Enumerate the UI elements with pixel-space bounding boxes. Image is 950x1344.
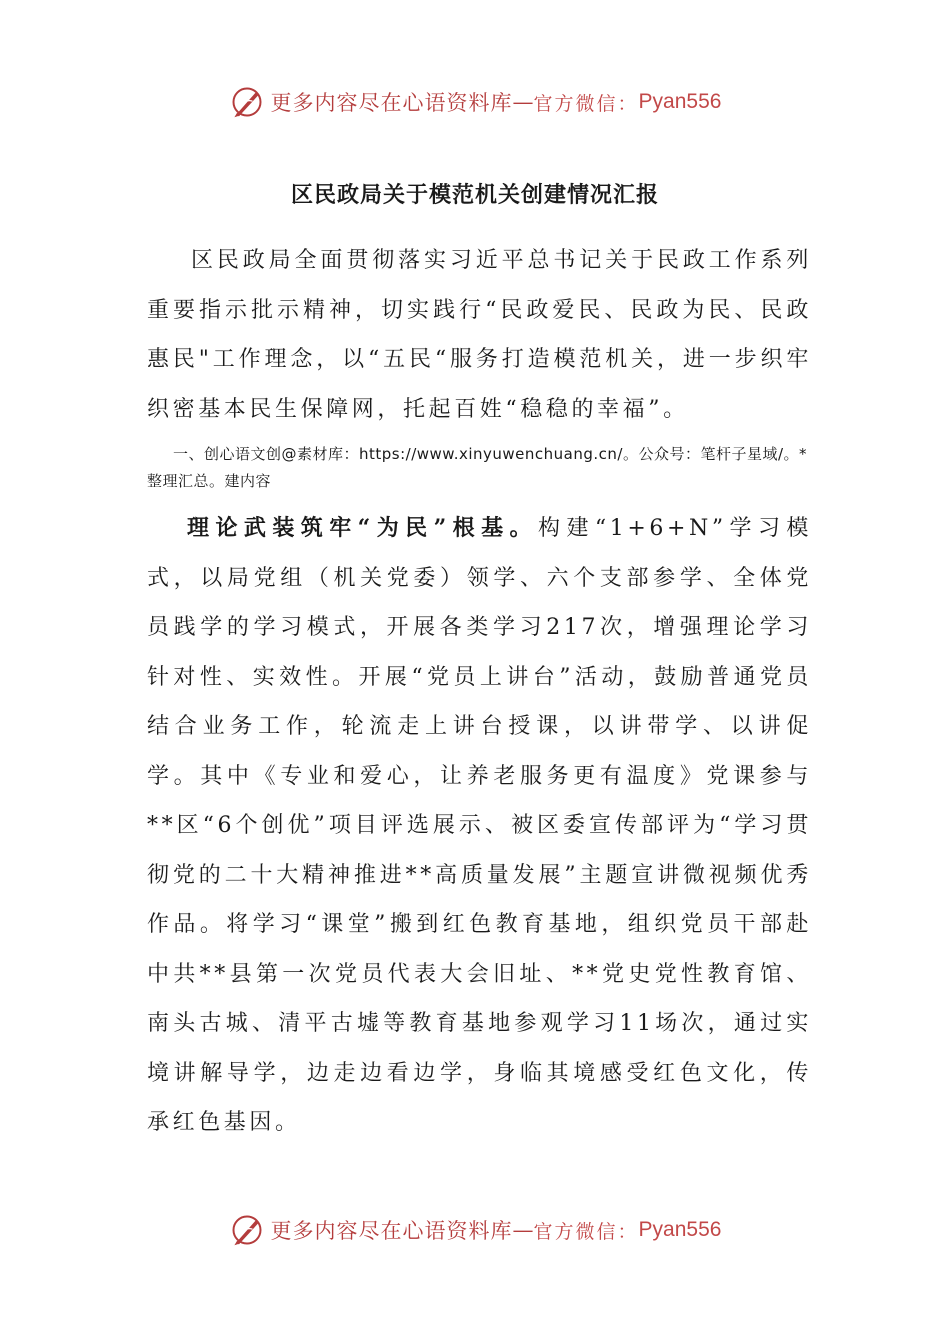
footer-banner <box>0 1210 950 1250</box>
pen-logo-icon <box>229 1212 265 1248</box>
header-banner <box>0 82 950 122</box>
banner-wechat-id: Pyan556 <box>638 1218 722 1241</box>
banner-dash: — <box>512 1218 534 1242</box>
banner-text: 更多内容尽在心语资料库 <box>270 1219 513 1243</box>
document-title: 区民政局关于模范机关创建情况汇报 <box>290 183 659 208</box>
banner-sub: 官方微信： <box>533 92 639 115</box>
banner-wechat-id: Pyan556 <box>638 90 722 113</box>
watermark-paragraph: 一、创心语文创@素材库：https://www.xinyuwenchuang.cn/。公众号：笔杆子星域/。*整理汇总。建内容 <box>147 445 808 490</box>
section-paragraph <box>147 504 812 1148</box>
pen-logo-icon <box>229 84 265 120</box>
banner-sub: 官方微信： <box>533 1220 639 1243</box>
banner-dash: — <box>512 90 534 114</box>
intro-paragraph: 区民政局全面贯彻落实习近平总书记关于民政工作系列重要指示批示精神，切实践行“民政爱民、民政为民、民政惠民"工作理念，以“五民“服务打造模范机关，进一步织牢织密基本民生保障网，托起百姓“稳稳的幸福”。 <box>147 248 812 422</box>
section-heading: 理论武装筑牢“为民”根基。 <box>187 515 538 541</box>
banner-text: 更多内容尽在心语资料库 <box>270 91 513 115</box>
section-body: 构建“1+6+N”学习模式，以局党组（机关党委）领学、六个支部参学、全体党员践学的学习模式，开展各类学习217次，增强理论学习针对性、实效性。开展“党员上讲台”活动，鼓励普通党员结合业务工作，轮流走上讲台授课，以讲带学、以讲促学。其中《专业和爱心，让养老服务更有温度》党课参与**区“6个创优”项目评选展示、被区委宣传部评为“学习贯彻党的二十大精神推进**高质量发展”主题宣讲微视频优秀作品。将学习“课堂”搬到红色教育基地，组织党员干部赴中共**县第一次党员代表大会旧址、**党史党性教育馆、南头古城、清平古墟等教育基地参观学习11场次，通过实境讲解导学，边走边看边学，身临其境感受红色文化，传承红色基因。 <box>147 516 812 1135</box>
